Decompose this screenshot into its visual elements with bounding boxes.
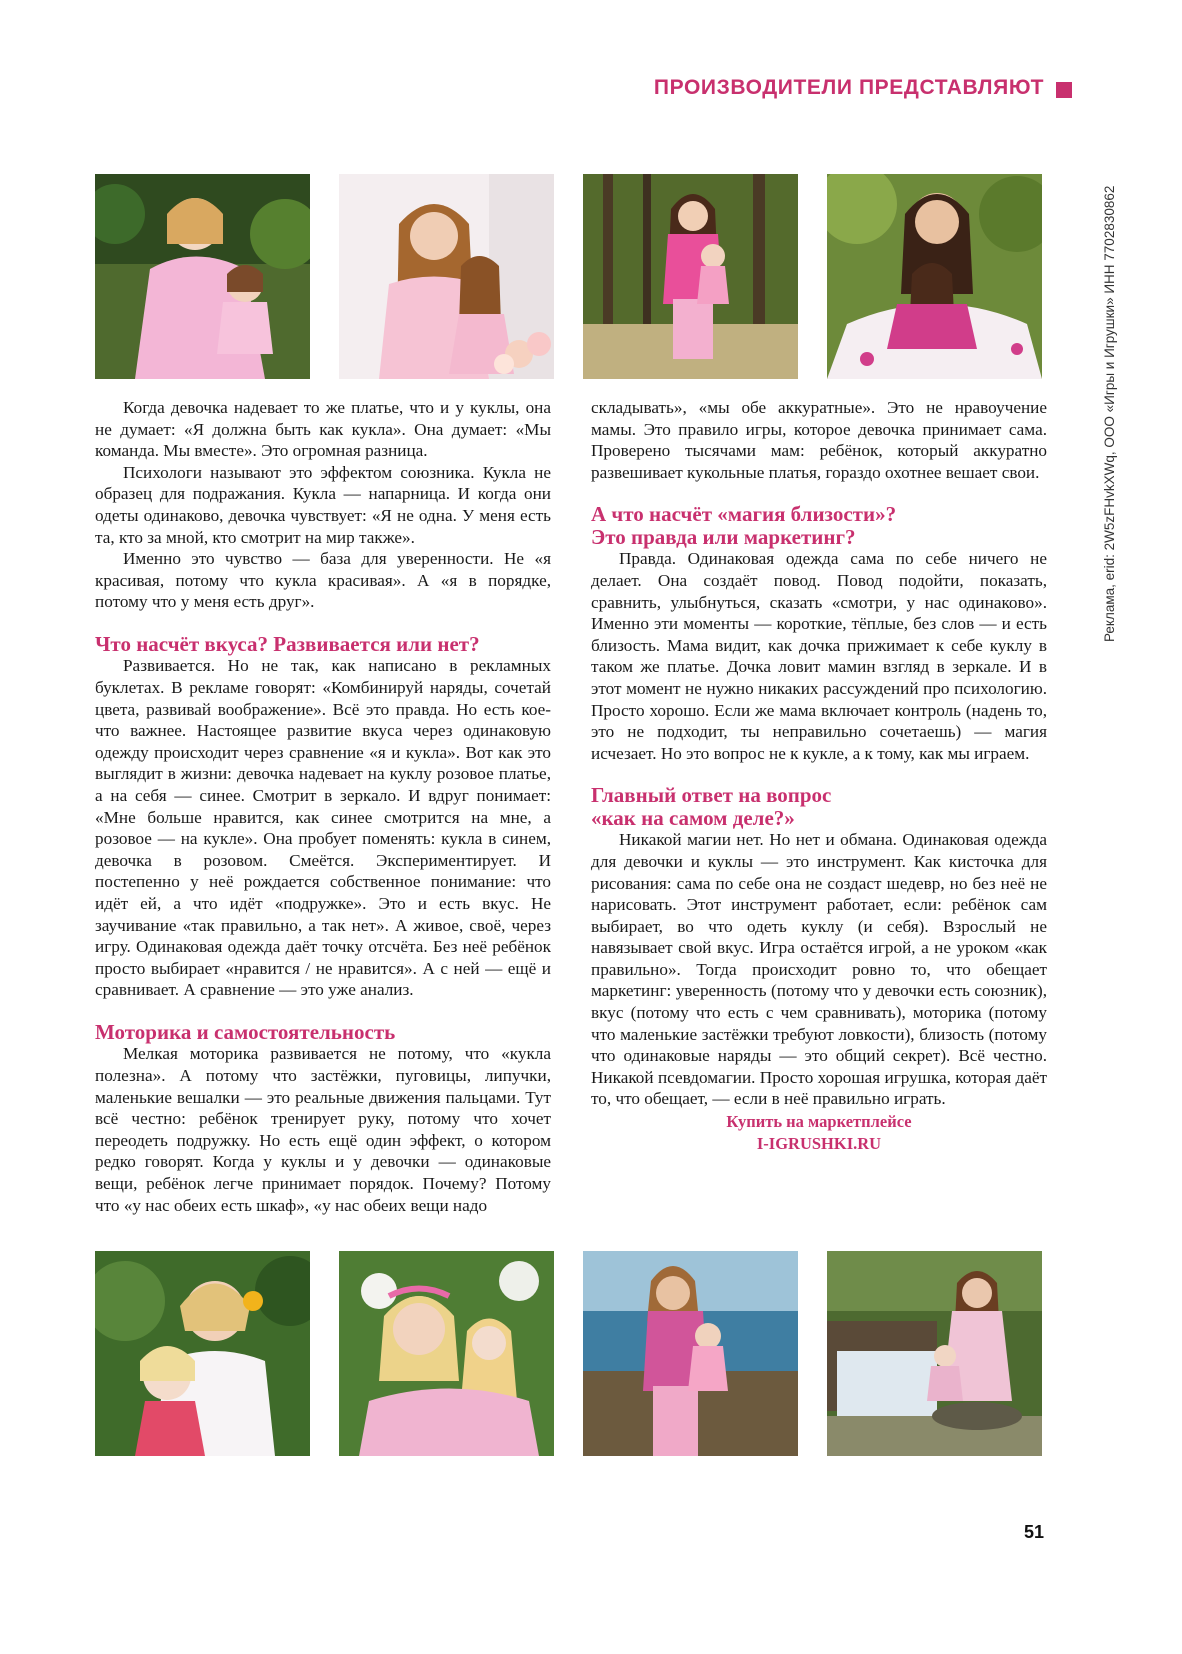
girl-with-doll-photo [827,1251,1042,1456]
section-marker [1056,82,1072,98]
paragraph: Никакой магии нет. Но нет и обмана. Одинаковая одежда для девочки и куклы — это инструмент. Как кисточка для рисования: сама по себе она не создаст шедевр, но без неё не нарисовать. Этот инструмент работает, если: ребёнок сам выбирает, во что одеть куклу (и себя). Взрослый не навязывает свой вкус. Игра остаётся игрой, а не уроком «как правильно». Тогда происходит ровно то, что обещает маркетинг: уверенность (потому что у девочки есть союзник), вкус (потому что есть с чем сравнивать), моторика (потому что маленькие застёжки требуют ловкости), близость (потому что одинаковые наряды — это общий секрет). Всё честно. Никакой псевдомагии. Просто хорошая игрушка, которая даёт то, что обещает, — если в неё правильно играть. [591,830,1047,1109]
paragraph: Мелкая моторика развивается не потому, что «кукла полезна». А потому что застёжки, пуговицы, липучки, маленькие вешалки — это реальные движения пальцами. Тут всё честно: ребёнок тренирует руку, потому что хочет переодеть подружку. Но есть ещё один эффект, о котором редко говорят. Когда у куклы и у девочки — одинаковые вещи, ребёнок легче принимает порядок. Почему? Потому что «у нас обеих есть шкаф», «у нас обеих вещи надо [95,1044,551,1215]
heading-line: А что насчёт «магия близости»? [591,502,897,527]
photo-bottom-3 [583,1251,798,1456]
photo-top-2 [339,174,554,379]
paragraph: Когда девочка надевает то же платье, что и у куклы, она не думает: «Я должна быть как кукла». Она думает: «Мы команда. Мы вместе». Это огромная разница. [95,398,551,461]
heading-taste: Что насчёт вкуса? Развивается или нет? [95,631,480,656]
section-title: ПРОИЗВОДИТЕЛИ ПРЕДСТАВЛЯЮТ [653,76,1044,99]
heading-line: Главный ответ на вопрос [591,783,832,808]
paragraph: Развивается. Но не так, как написано в рекламных буклетах. В рекламе говорят: «Комбинируй наряды, сочетай цвета, развивай воображение». Всё это правда. Но есть кое-что важнее. Настоящее развитие вкуса через одинаковую одежду происходит через сравнение «я и кукла». Вот как это выглядит в жизни: девочка надевает на куклу розовое платье, а на себя — синее. Смотрит в зеркало. И вдруг понимает: «Мне больше нравится, как синее смотрится на мне, а розовое — на кукле». Она пробует поменять: кукла в синем, девочка в розовом. Смеётся. Экспериментирует. И постепенно у неё рождается собственное понимание: что идёт ей, а что идёт «подружке». Это и есть вкус. Не заучивание «так правильно, а так нет». А живое, своё, через игру. Одинаковая одежда даёт точку отсчёта. Без неё ребёнок просто выбирает «нравится / не нравится». А с ней — ещё и сравнивает. А сравнение — это уже анализ. [95,656,551,1000]
paragraph: складывать», «мы обе аккуратные». Это не нравоучение мамы. Это правило игры, которое девочка принимает сама. Проверено тысячами мам: ребёнок, который аккуратно развешивает кукольные платья, гораздо охотнее вешает свои. [591,398,1047,482]
paragraph: Психологи называют это эффектом союзника. Кукла не образец для подражания. Кукла — напарница. И когда они одеты одинаково, девочка чувствует: «Я не одна. У меня есть та, кто за мной, кто смотрит на мир также». [95,462,551,547]
paragraph: Именно это чувство — база для уверенности. Не «я красивая, потому что кукла красивая». А «я в порядке, потому что у меня есть друг». [95,549,551,612]
photo-top-3 [583,174,798,379]
heading-motor-skills: Моторика и самостоятельность [95,1019,396,1044]
ad-disclosure-label: Реклама, erid: 2W5zFHvkXWq, ООО «Игры и Игрушки» ИНН 7702830862 [1102,185,1117,642]
photo-bottom-4 [827,1251,1042,1456]
girl-with-doll-photo [95,174,310,379]
right-column [591,397,1047,1154]
girl-with-doll-photo [583,1251,798,1456]
cta-label: Купить на маркетплейсе [726,1112,912,1132]
photo-bottom-2 [339,1251,554,1456]
heading-closeness [591,503,1047,548]
cta-link[interactable]: I-IGRUSHKI.RU [756,1133,882,1153]
photo-bottom-1 [95,1251,310,1456]
girl-with-doll-photo [827,174,1042,379]
girl-with-doll-photo [583,174,798,379]
photo-top-1 [95,174,310,379]
page-number: 51 [1023,1522,1044,1542]
paragraph: Правда. Одинаковая одежда сама по себе ничего не делает. Она создаёт повод. Повод подойти, показать, сравнить, улыбнуться, сказать «смотри, у нас одинаково». Именно эти моменты — короткие, тёплые, без слов — и есть близость. Мама видит, как дочка прижимает к себе куклу в таком же платье. Дочка ловит мамин взгляд в зеркале. И в этот момент не нужно никаких рассуждений про психологию. Просто хорошо. Если же мама включает контроль (надень то, это не подходит, ты неправильно сочетаешь) — магия исчезает. Но это вопрос не к кукле, а к тому, как мы играем. [591,549,1047,763]
photo-top-4 [827,174,1042,379]
marketplace-cta[interactable] [591,1111,1047,1154]
heading-main-answer [591,784,1047,829]
heading-line: «как на самом деле?» [591,805,795,830]
heading-line: Это правда или маркетинг? [591,524,856,549]
girl-with-doll-photo [339,174,554,379]
girl-with-doll-photo [95,1251,310,1456]
girl-with-doll-photo [339,1251,554,1456]
left-column [95,397,551,1216]
